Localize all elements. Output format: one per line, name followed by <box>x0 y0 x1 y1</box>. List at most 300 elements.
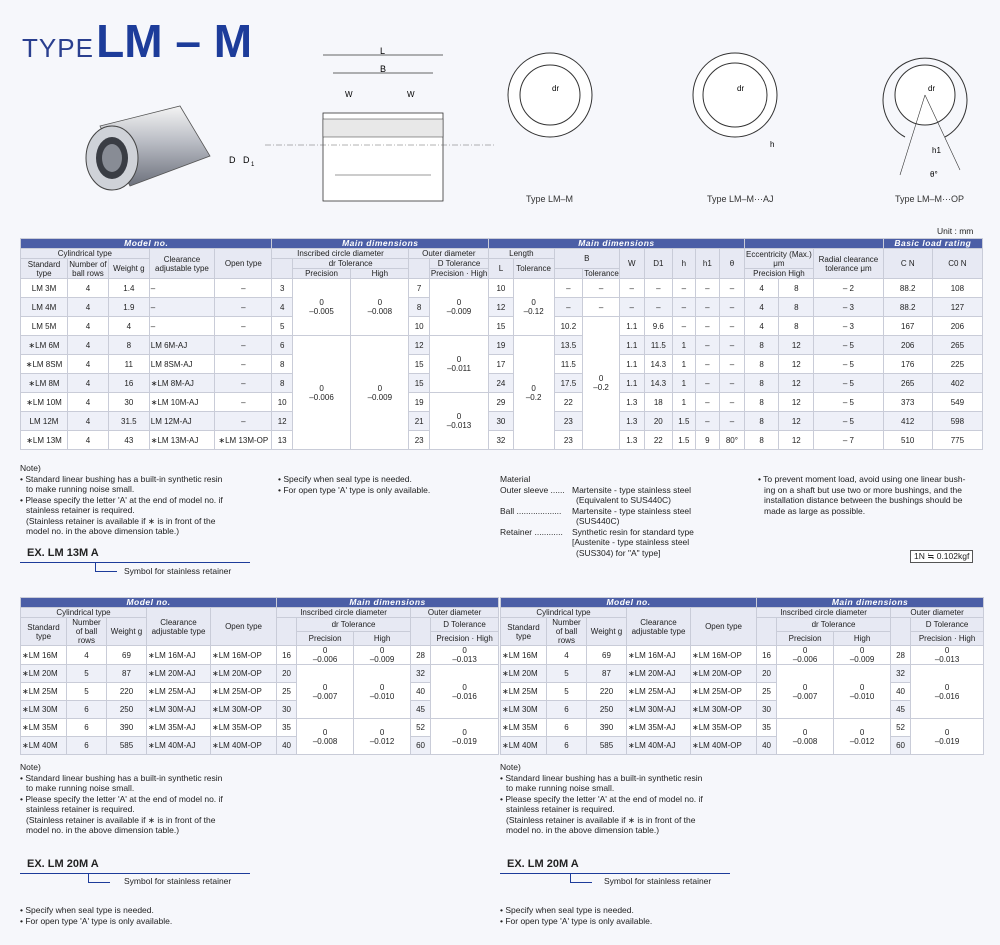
dr-tol-high: 0 –0.010 <box>834 665 891 719</box>
table-row <box>21 431 983 450</box>
model-clearance: – <box>149 317 214 336</box>
h1-value: – <box>695 412 720 431</box>
load-c0: 598 <box>932 412 982 431</box>
hdr-cylindrical-2l: Cylindrical type <box>21 608 147 618</box>
d1-value: 22 <box>644 431 673 450</box>
l-tol: 0 –0.2 <box>513 336 554 450</box>
d-tol: 0 –0.013 <box>429 393 488 450</box>
ball-rows: 5 <box>547 683 587 701</box>
radial-tol: – 3 <box>814 317 884 336</box>
outer-d: 7 <box>409 279 429 298</box>
table-row <box>21 412 983 431</box>
h-value: – <box>673 298 695 317</box>
weight: 87 <box>587 665 627 683</box>
material-value: (Equivalent to SUS440C) <box>576 495 671 505</box>
moment-note <box>758 474 988 516</box>
model-open: ∗LM 25M-OP <box>211 683 277 701</box>
model-standard: ∗LM 6M <box>21 336 68 355</box>
radial-tol: – 5 <box>814 374 884 393</box>
dr-tol-precision: 0 –0.007 <box>297 665 354 719</box>
theta-value: – <box>720 355 745 374</box>
model-standard: ∗LM 25M <box>21 683 67 701</box>
dr-value: 3 <box>272 279 292 298</box>
model-clearance: ∗LM 20M-AJ <box>627 665 691 683</box>
hdr-dtol-2l: D Tolerance <box>431 618 499 632</box>
hdr-dtol-2r: D Tolerance <box>911 618 984 632</box>
model-standard: ∗LM 40M <box>21 737 67 755</box>
dr-value: 16 <box>277 646 297 665</box>
model-standard: ∗LM 30M <box>21 701 67 719</box>
model-open: ∗LM 40M-OP <box>211 737 277 755</box>
dr-tol-precision: 0 –0.006 <box>777 646 834 665</box>
b-value: 10.2 <box>554 317 583 336</box>
model-clearance: ∗LM 16M-AJ <box>147 646 211 665</box>
model-clearance: ∗LM 16M-AJ <box>627 646 691 665</box>
ball-rows: 6 <box>67 701 107 719</box>
ball-rows: 4 <box>68 374 109 393</box>
model-standard: LM 3M <box>21 279 68 298</box>
hdr-blank-2r <box>891 618 911 646</box>
model-clearance: ∗LM 40M-AJ <box>147 737 211 755</box>
w-value: 1.1 <box>619 336 644 355</box>
caption-lm-m-aj: Type LM–M···AJ <box>707 194 774 204</box>
dr-value: 30 <box>277 701 297 719</box>
model-open: – <box>215 374 272 393</box>
weight: 1.9 <box>108 298 149 317</box>
dr-value: 12 <box>272 412 292 431</box>
label-W-left: W <box>345 90 353 99</box>
note-seal: • Specify when seal type is needed. <box>20 905 154 915</box>
d1-value: 20 <box>644 412 673 431</box>
hdr-clearance-2l: Clearance adjustable type <box>147 608 211 646</box>
outer-d: 52 <box>891 719 911 737</box>
table2-left-body <box>21 646 499 755</box>
model-standard: ∗LM 35M <box>501 719 547 737</box>
outer-d: 10 <box>409 317 429 336</box>
model-clearance: ∗LM 35M-AJ <box>627 719 691 737</box>
h-value: 1 <box>673 374 695 393</box>
hdr-C0: C0 N <box>932 249 982 279</box>
d-tol: 0 –0.019 <box>911 719 984 755</box>
hdr-weight-2r: Weight g <box>587 618 627 646</box>
example-2-title-left: EX. LM 20M A <box>27 858 99 870</box>
material-row <box>500 506 750 517</box>
material-row <box>500 495 750 506</box>
d1-value: – <box>644 279 673 298</box>
length-l: 29 <box>489 393 514 412</box>
table-row <box>21 355 983 374</box>
outer-d: 32 <box>411 665 431 683</box>
material-value: Martensite - type stainless steel <box>572 484 692 495</box>
outer-d: 19 <box>409 393 429 412</box>
hdr-eccentricity: Eccentricity (Max.) μm <box>746 249 812 268</box>
load-c: 412 <box>883 412 932 431</box>
dr-value: 40 <box>757 737 777 755</box>
l-tol: 0 –0.12 <box>513 279 554 336</box>
model-open: – <box>215 317 272 336</box>
ecc-precision: 8 <box>744 336 779 355</box>
d1-value: – <box>644 298 673 317</box>
outer-d: 60 <box>411 737 431 755</box>
band-model-2r: Model no. <box>501 598 757 608</box>
h-value: 1 <box>673 355 695 374</box>
dr-tol-precision: 0 –0.008 <box>297 719 354 755</box>
hdr-precision-2l: Precision <box>297 632 354 646</box>
hdr-drtol-2r: dr Tolerance <box>777 618 891 632</box>
load-c0: 127 <box>932 298 982 317</box>
hdr-open-2l: Open type <box>211 608 277 646</box>
notes-1 <box>20 463 280 537</box>
title-model: LM – M <box>96 15 253 67</box>
note-line: (Stainless retainer is available if ∗ is in front of the <box>26 814 216 825</box>
dr-value: 35 <box>757 719 777 737</box>
model-clearance: – <box>149 298 214 317</box>
h1-value: – <box>695 279 720 298</box>
hdr-blank-2l <box>411 618 431 646</box>
material-key <box>500 495 572 506</box>
ecc-high: 12 <box>779 336 814 355</box>
ball-rows: 5 <box>67 665 107 683</box>
band-model-2l: Model no. <box>21 598 277 608</box>
note-line: • Please specify the letter 'A' at the end of model no. if <box>500 793 703 804</box>
table-row <box>21 317 983 336</box>
ecc-high: 8 <box>779 279 814 298</box>
note-seal: • Specify when seal type is needed. <box>278 474 412 484</box>
material-list <box>500 485 750 559</box>
band-main-2l: Main dimensions <box>277 598 499 608</box>
note-line: • Standard linear bushing has a built-in synthetic resin <box>20 772 223 783</box>
w-value: 1.3 <box>619 412 644 431</box>
example-1-label: Symbol for stainless retainer <box>124 566 232 576</box>
outer-d: 28 <box>411 646 431 665</box>
table-row <box>21 737 499 755</box>
length-l: 17 <box>489 355 514 374</box>
hdr-open-2r: Open type <box>691 608 757 646</box>
load-c0: 265 <box>932 336 982 355</box>
model-clearance: ∗LM 30M-AJ <box>147 701 211 719</box>
hdr-clearance: Clearance adjustable type <box>149 249 214 279</box>
weight: 16 <box>108 374 149 393</box>
hdr-D-tol: D Tolerance <box>429 259 488 269</box>
h1-value: – <box>695 355 720 374</box>
dr-tol-high: 0 –0.012 <box>354 719 411 755</box>
note-line: (Stainless retainer is available if ∗ is in front of the <box>506 814 696 825</box>
table-row <box>501 665 984 683</box>
model-clearance: – <box>149 279 214 298</box>
model-open: ∗LM 20M-OP <box>211 665 277 683</box>
theta-value: – <box>720 279 745 298</box>
w-value: 1.3 <box>619 431 644 450</box>
theta-value: – <box>720 336 745 355</box>
outer-d: 28 <box>891 646 911 665</box>
weight: 390 <box>107 719 147 737</box>
d-tol: 0 –0.016 <box>431 665 499 719</box>
model-standard: ∗LM 20M <box>21 665 67 683</box>
b-value: – <box>554 298 583 317</box>
outer-d: 21 <box>409 412 429 431</box>
model-standard: ∗LM 35M <box>21 719 67 737</box>
table-row <box>21 298 983 317</box>
label-dr-2: dr <box>737 84 745 93</box>
dr-tol-high: 0 –0.010 <box>354 665 411 719</box>
example-2-pointer-left <box>88 873 110 883</box>
hdr-inscribed-2l: Inscribed circle diameter <box>277 608 411 618</box>
moment-line: ing on a shaft but use two or more bushings, and the <box>764 484 962 495</box>
ecc-precision: 8 <box>744 355 779 374</box>
hdr-standard: Standard type <box>21 259 68 279</box>
ecc-high: 12 <box>779 393 814 412</box>
note-title: Note) <box>500 762 521 772</box>
label-D1: D <box>243 155 250 165</box>
label-B: B <box>380 64 387 74</box>
material-key <box>500 548 572 559</box>
hdr-balls: Number of ball rows <box>69 259 107 278</box>
dr-value: 16 <box>757 646 777 665</box>
hdr-standard-2l: Standard type <box>21 618 67 646</box>
h-value: 1.5 <box>673 431 695 450</box>
note-open: • For open type 'A' type is only available. <box>500 915 653 926</box>
weight: 43 <box>108 431 149 450</box>
material-row <box>500 516 750 527</box>
hdr-dr-blank <box>272 259 292 279</box>
hdr-precision: Precision <box>292 269 350 279</box>
table-row <box>21 374 983 393</box>
moment-line: made as large as possible. <box>764 505 866 516</box>
weight: 250 <box>587 701 627 719</box>
length-l: 32 <box>489 431 514 450</box>
w-value: 1.3 <box>619 393 644 412</box>
section-lm-m-aj <box>685 45 785 155</box>
hdr-outer-2l: Outer diameter <box>411 608 499 618</box>
ecc-precision: 4 <box>744 279 779 298</box>
model-clearance: ∗LM 30M-AJ <box>627 701 691 719</box>
model-open: ∗LM 16M-OP <box>691 646 757 665</box>
hdr-L: L <box>489 259 514 279</box>
outer-d: 8 <box>409 298 429 317</box>
theta-value: – <box>720 412 745 431</box>
ball-rows: 4 <box>68 317 109 336</box>
h-value: 1 <box>673 336 695 355</box>
dr-value: 40 <box>277 737 297 755</box>
label-theta: θ° <box>930 170 938 179</box>
material-value: (SUS440C) <box>576 516 620 526</box>
h1-value: – <box>695 298 720 317</box>
load-c0: 549 <box>932 393 982 412</box>
band-main-dim-2: Main dimensions <box>489 239 745 249</box>
table-row <box>21 336 983 355</box>
load-c: 510 <box>883 431 932 450</box>
model-clearance: ∗LM 25M-AJ <box>147 683 211 701</box>
weight: 1.4 <box>108 279 149 298</box>
outer-d: 12 <box>409 336 429 355</box>
ecc-precision: 8 <box>744 374 779 393</box>
ball-rows: 6 <box>67 737 107 755</box>
b-value: 23 <box>554 412 583 431</box>
weight: 4 <box>108 317 149 336</box>
ecc-precision: 8 <box>744 431 779 450</box>
h1-value: – <box>695 317 720 336</box>
load-c0: 402 <box>932 374 982 393</box>
note-line: stainless retainer is required. <box>26 804 135 814</box>
d-tol: 0 –0.011 <box>429 336 488 393</box>
model-clearance: LM 12M-AJ <box>149 412 214 431</box>
ball-rows: 4 <box>68 279 109 298</box>
length-l: 15 <box>489 317 514 336</box>
model-clearance: LM 8SM-AJ <box>149 355 214 374</box>
table-row <box>21 646 499 665</box>
h-value: – <box>673 317 695 336</box>
ecc-high: 12 <box>779 412 814 431</box>
outer-d: 15 <box>409 355 429 374</box>
ecc-precision: 4 <box>744 317 779 336</box>
hdr-prechigh-2l: Precision · High <box>431 632 499 646</box>
hdr-D-blank <box>409 259 429 279</box>
hdr-inscribed: Inscribed circle diameter <box>272 249 409 259</box>
material-value: Martensite - type stainless steel <box>572 505 692 516</box>
spec-table-2-right <box>500 597 984 755</box>
model-standard: ∗LM 20M <box>501 665 547 683</box>
radial-tol: – 5 <box>814 355 884 374</box>
length-l: 30 <box>489 412 514 431</box>
dr-value: 35 <box>277 719 297 737</box>
load-c: 88.2 <box>883 298 932 317</box>
theta-value: – <box>720 374 745 393</box>
hdr-B: B <box>554 249 619 269</box>
b-value: 13.5 <box>554 336 583 355</box>
weight: 30 <box>108 393 149 412</box>
model-standard: ∗LM 13M <box>21 431 68 450</box>
note-line: stainless retainer is required. <box>26 505 135 515</box>
model-open: ∗LM 30M-OP <box>691 701 757 719</box>
outer-d: 52 <box>411 719 431 737</box>
note-title: Note) <box>20 463 41 473</box>
w-value: – <box>619 279 644 298</box>
material-block <box>500 474 750 558</box>
notes-2-left <box>20 762 280 836</box>
band-main-2r: Main dimensions <box>757 598 984 608</box>
weight: 31.5 <box>108 412 149 431</box>
model-clearance: ∗LM 10M-AJ <box>149 393 214 412</box>
h1-value: – <box>695 374 720 393</box>
h1-value: – <box>695 393 720 412</box>
material-row <box>500 485 750 496</box>
dr-value: 8 <box>272 374 292 393</box>
load-c0: 775 <box>932 431 982 450</box>
example-2-label-left: Symbol for stainless retainer <box>124 876 232 886</box>
b-tol-dash: – <box>583 298 620 317</box>
hdr-clearance-2r: Clearance adjustable type <box>627 608 691 646</box>
b-value: – <box>554 279 583 298</box>
ecc-high: 12 <box>779 431 814 450</box>
load-c0: 108 <box>932 279 982 298</box>
note-line: • Please specify the letter 'A' at the end of model no. if <box>20 494 223 505</box>
hdr-radial: Radial clearance tolerance μm <box>814 249 884 279</box>
ecc-high: 12 <box>779 374 814 393</box>
model-standard: LM 5M <box>21 317 68 336</box>
model-open: – <box>215 279 272 298</box>
dr-value: 8 <box>272 355 292 374</box>
material-value: (SUS304) for "A" type] <box>576 547 661 558</box>
ball-rows: 4 <box>547 646 587 665</box>
weight: 220 <box>587 683 627 701</box>
model-standard: ∗LM 8M <box>21 374 68 393</box>
model-standard: ∗LM 16M <box>21 646 67 665</box>
d1-value: 14.3 <box>644 374 673 393</box>
note-line: (Stainless retainer is available if ∗ is in front of the <box>26 515 216 526</box>
d-tol: 0 –0.009 <box>429 279 488 336</box>
outer-d: 45 <box>411 701 431 719</box>
hdr-h1: h1 <box>695 249 720 279</box>
d1-value: 9.6 <box>644 317 673 336</box>
ecc-precision: 4 <box>744 298 779 317</box>
ecc-precision: 8 <box>744 393 779 412</box>
title-type: TYPE <box>22 33 94 63</box>
hdr-h: h <box>673 249 695 279</box>
notes-2-right-bottom <box>500 905 760 926</box>
dr-tol-precision: 0 –0.005 <box>292 279 350 336</box>
b-tol-dash: – <box>583 279 620 298</box>
label-D: D <box>229 155 236 165</box>
dr-value: 25 <box>277 683 297 701</box>
theta-value: – <box>720 317 745 336</box>
hdr-weight-2l: Weight g <box>107 618 147 646</box>
model-open: ∗LM 13M-OP <box>215 431 272 450</box>
load-c: 176 <box>883 355 932 374</box>
label-L: L <box>380 46 386 56</box>
outer-d: 32 <box>891 665 911 683</box>
dr-value: 6 <box>272 336 292 355</box>
model-clearance: ∗LM 20M-AJ <box>147 665 211 683</box>
table-row <box>21 665 499 683</box>
radial-tol: – 2 <box>814 279 884 298</box>
hdr-W: W <box>619 249 644 279</box>
model-standard: ∗LM 16M <box>501 646 547 665</box>
caption-lm-m: Type LM–M <box>526 194 574 204</box>
example-1-title: EX. LM 13M A <box>27 547 99 559</box>
hdr-L-tol: Tolerance <box>513 259 554 279</box>
note-line: • Standard linear bushing has a built-in synthetic resin <box>500 772 703 783</box>
dr-value: 13 <box>272 431 292 450</box>
ball-rows: 6 <box>547 719 587 737</box>
model-standard: ∗LM 8SM <box>21 355 68 374</box>
ball-rows: 4 <box>67 646 107 665</box>
w-value: – <box>619 298 644 317</box>
model-open: ∗LM 20M-OP <box>691 665 757 683</box>
section-lm-m-op <box>870 45 980 185</box>
d-tol: 0 –0.019 <box>431 719 499 755</box>
weight: 11 <box>108 355 149 374</box>
model-clearance: ∗LM 35M-AJ <box>147 719 211 737</box>
outer-d: 23 <box>409 431 429 450</box>
d1-value: 11.5 <box>644 336 673 355</box>
dimension-drawing <box>225 45 500 215</box>
material-title: Material <box>500 474 531 484</box>
length-l: 19 <box>489 336 514 355</box>
outer-d: 45 <box>891 701 911 719</box>
w-value: 1.1 <box>619 355 644 374</box>
model-open: ∗LM 30M-OP <box>211 701 277 719</box>
h1-value: 9 <box>695 431 720 450</box>
material-row <box>500 548 750 559</box>
d1-value: 14.3 <box>644 355 673 374</box>
table-row <box>21 393 983 412</box>
example-1-underline <box>20 562 250 563</box>
hdr-D1: D1 <box>644 249 673 279</box>
weight: 220 <box>107 683 147 701</box>
weight: 87 <box>107 665 147 683</box>
note-line: to make running noise small. <box>26 484 135 494</box>
weight: 8 <box>108 336 149 355</box>
